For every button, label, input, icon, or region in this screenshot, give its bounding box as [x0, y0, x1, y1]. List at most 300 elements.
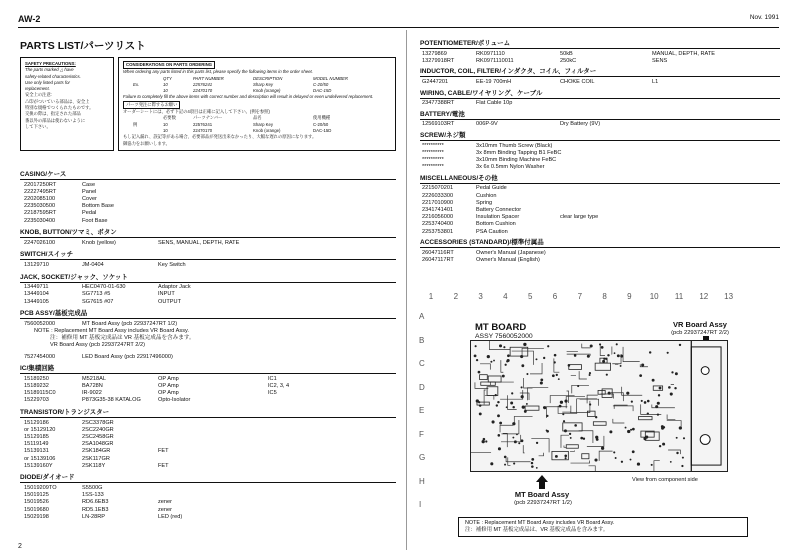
- part-description: 50kB: [560, 50, 573, 57]
- part-name: 2SC2458GR: [82, 433, 114, 440]
- part-description: [560, 100, 652, 107]
- part-number: 15119149: [24, 441, 49, 448]
- part-name: LN-28RP: [82, 513, 106, 520]
- part-number: 2341741401: [422, 206, 454, 213]
- part-number: 13449105: [24, 298, 49, 305]
- parts-row: [20, 291, 396, 298]
- section-heading: KNOB, BUTTON/ツマミ、ボタン: [20, 227, 396, 238]
- ordering-example-row: Ex. 10 22576241 Sharp Key C-20/50: [133, 81, 329, 87]
- part-name: RD6.6EB3: [82, 499, 109, 506]
- part-name: 3x10mm Thumb Screw (Black): [476, 142, 553, 149]
- part-description: [560, 229, 652, 236]
- part-description: [158, 203, 268, 210]
- parts-row: [20, 376, 396, 383]
- part-description: zener: [158, 499, 172, 506]
- part-description: [158, 210, 268, 217]
- part-description: 250kC: [560, 57, 577, 64]
- ordering-title: CONSIDERATIONS ON PARTS ORDERING: [123, 61, 215, 69]
- part-name: Battery Connector: [476, 206, 522, 213]
- part-remark: [652, 121, 780, 128]
- part-remark: [652, 100, 780, 107]
- mt-board-assy-label: MT Board Assy: [514, 490, 570, 499]
- safety-jp-line: して下さい。: [25, 123, 51, 129]
- safety-jp-line: 交換の際は、指定された部品: [25, 111, 81, 117]
- parts-row: [20, 262, 396, 269]
- part-description: [158, 420, 268, 427]
- part-description: [158, 218, 268, 225]
- grid-column-label: 7: [577, 292, 583, 301]
- part-number: 2226033300: [422, 192, 454, 199]
- replacement-note-box: [458, 517, 748, 537]
- part-number: 15129186: [24, 419, 49, 426]
- ordering-jp-footer: 御協力をお願いします。: [123, 140, 170, 146]
- part-name: EE-19 700mH: [476, 78, 512, 85]
- parts-row: [20, 427, 396, 434]
- part-description: [158, 434, 268, 441]
- part-remark: [652, 207, 780, 214]
- part-name: Insulation Spacer: [476, 214, 520, 221]
- parts-row: [420, 157, 780, 164]
- section-heading: INDUCTOR, COIL, FILTER/インダクタ、コイル、フィルター: [420, 66, 780, 77]
- part-number: **********: [422, 164, 444, 171]
- part-description: [158, 354, 268, 361]
- section-heading: SCREW/ネジ類: [420, 130, 780, 141]
- part-name: 006P-9V: [476, 121, 498, 128]
- part-name: 2SK117GR: [82, 455, 110, 462]
- parts-row: [20, 240, 396, 247]
- parts-row: [420, 257, 780, 264]
- parts-row: [420, 143, 780, 150]
- mt-board-title: MT BOARD: [475, 322, 527, 333]
- part-number: 13449104: [24, 291, 49, 298]
- part-remark: [268, 507, 396, 514]
- part-description: [158, 182, 268, 189]
- part-description: [560, 164, 652, 171]
- replacement-note-jp: 注：補修用 MT 基板完成品は、VR 基板完成品を含みます。: [465, 527, 609, 534]
- parts-row: [420, 164, 780, 171]
- part-name: Owner's Manual (English): [476, 256, 540, 263]
- parts-row: [420, 185, 780, 192]
- part-description: [560, 193, 652, 200]
- part-remark: [652, 193, 780, 200]
- ordering-jp-row: 10 22470170 Knob (orange) DAC-15D: [163, 127, 332, 133]
- part-description: Dry Battery (9V): [560, 121, 601, 128]
- part-remark: [268, 182, 396, 189]
- part-remark: [652, 229, 780, 236]
- parts-section: [20, 169, 396, 225]
- parts-section: [420, 237, 780, 264]
- safety-precautions-box: [20, 57, 114, 151]
- part-description: [158, 441, 268, 448]
- part-description: Key Switch: [158, 261, 186, 268]
- up-arrow-icon: [536, 475, 548, 489]
- parts-row: [20, 514, 396, 521]
- part-description: [158, 456, 268, 463]
- part-remark: [268, 240, 396, 247]
- part-name: LED Board Assy (pcb 22917496000): [82, 353, 173, 360]
- part-remark: [652, 250, 780, 257]
- part-number: 15189115C0: [24, 390, 56, 397]
- part-remark: [268, 434, 396, 441]
- part-number: 2253740400: [422, 221, 454, 228]
- parts-row: [20, 420, 396, 427]
- part-name: P873G35-38 KATALOG: [82, 397, 141, 404]
- part-remark: [652, 150, 780, 157]
- part-number: 7560052000: [24, 320, 56, 327]
- parts-row: [20, 196, 396, 203]
- page-number: 2: [18, 543, 22, 550]
- part-number: 23477388RT: [422, 100, 455, 107]
- ordering-header: QTY PART NUMBER DESCRIPTION MODEL NUMBER: [163, 75, 349, 81]
- part-name: 3x 6x 0.5mm Nylon Washer: [476, 164, 545, 171]
- part-name: BA728N: [82, 382, 103, 389]
- parts-section: [20, 363, 396, 404]
- parts-row: [420, 221, 780, 228]
- parts-row: [20, 321, 396, 328]
- part-description: clear large type: [560, 214, 599, 221]
- part-description: [158, 189, 268, 196]
- part-description: [560, 200, 652, 207]
- part-remark: IC2, 3, 4: [268, 382, 290, 389]
- part-number: 15229703: [24, 397, 49, 404]
- parts-row: [20, 434, 396, 441]
- part-name: Pedal Guide: [476, 185, 507, 192]
- ordering-jp-footer: もし記入漏れ、誤記等がある場合、必要部品が発送出来なかったり、大幅な遅れの原因になります。: [123, 134, 317, 140]
- section-heading: WIRING, CABLE/ワイヤリング、ケーブル: [420, 88, 780, 99]
- parts-row: [20, 485, 396, 492]
- part-number: **********: [422, 156, 444, 163]
- parts-ordering-box: [118, 57, 396, 151]
- grid-column-label: 4: [503, 292, 508, 301]
- part-remark: [268, 397, 396, 404]
- part-remark: [652, 157, 780, 164]
- part-number: 15019125: [24, 492, 49, 499]
- issue-date: Nov. 1991: [749, 14, 779, 21]
- part-description: [158, 427, 268, 434]
- grid-row-label: F: [419, 429, 424, 439]
- parts-row: [20, 390, 396, 397]
- parts-section: [20, 407, 396, 470]
- part-remark: [268, 514, 396, 521]
- part-name: Owner's Manual (Japanese): [476, 249, 546, 256]
- part-name: 1SS-133: [82, 492, 104, 499]
- parts-row: [20, 354, 396, 361]
- grid-row-label: I: [419, 500, 422, 509]
- part-remark: [268, 485, 396, 492]
- grid-column-label: 6: [552, 292, 558, 301]
- part-remark: [268, 210, 396, 217]
- part-number: 13129710: [24, 261, 49, 268]
- parts-row: [420, 58, 780, 65]
- part-description: [560, 257, 652, 264]
- parts-row: [20, 499, 396, 506]
- part-name: Cover: [82, 195, 97, 202]
- grid-row-label: G: [419, 453, 426, 462]
- part-name: Cushion: [476, 192, 497, 199]
- part-remark: [652, 214, 780, 221]
- replacement-note-en: NOTE : Replacement MT Board Assy includes VR Board Assy.: [465, 520, 615, 526]
- parts-row: [20, 182, 396, 189]
- part-remark: [268, 284, 396, 291]
- parts-row: [20, 189, 396, 196]
- part-remark: [652, 200, 780, 207]
- part-description: Adaptor Jack: [158, 284, 191, 291]
- parts-section: [20, 227, 396, 247]
- part-remark: [268, 218, 396, 225]
- part-number: 2247026100: [24, 239, 56, 246]
- safety-line: The parts marked △ have: [25, 67, 74, 73]
- part-number: **********: [422, 149, 444, 156]
- safety-jp-line: 特別な規格でつくられたものです。: [25, 105, 94, 111]
- view-from-note: View from component side: [632, 477, 698, 483]
- part-number: **********: [422, 142, 444, 149]
- parts-section: [420, 66, 780, 86]
- ordering-jp-title: パーツ発注に際するお願い: [123, 101, 180, 109]
- part-description: [560, 143, 652, 150]
- part-remark: [268, 463, 396, 470]
- parts-section: [420, 88, 780, 108]
- part-number: or 15139106: [24, 455, 56, 462]
- parts-section: [20, 249, 396, 269]
- parts-row: [20, 218, 396, 225]
- grid-column-label: 13: [724, 292, 734, 301]
- part-remark: IC1: [268, 375, 277, 382]
- parts-row: [20, 383, 396, 390]
- part-number: 13279918RT: [422, 57, 455, 64]
- parts-section: [420, 130, 780, 171]
- part-remark: [268, 321, 396, 328]
- part-name: PSA Caution: [476, 228, 508, 235]
- section-heading: SWITCH/スイッチ: [20, 249, 396, 260]
- part-name: M5218AL: [82, 375, 106, 382]
- ordering-intro: When ordering any parts listed in this parts list, please specify the following items in the order sheet.: [123, 69, 313, 75]
- grid-row-label: D: [419, 382, 425, 392]
- part-remark: [268, 499, 396, 506]
- parts-row: [20, 397, 396, 404]
- part-remark: [268, 492, 396, 499]
- part-number: or 15129120: [24, 426, 56, 433]
- section-heading: DIODE/ダイオード: [20, 472, 396, 483]
- safety-jp-title: 安全上の注意：: [25, 92, 56, 98]
- part-description: [158, 196, 268, 203]
- part-remark: [268, 448, 396, 455]
- safety-line: Use only listed parts for: [25, 79, 70, 85]
- part-number: 22187595RT: [24, 210, 57, 217]
- pcb-note: VR Board Assy (pcb 22937247RT 2/2): [50, 342, 145, 349]
- parts-section: [20, 308, 396, 361]
- part-name: 3x 8mm Binding Tapping B1 FeBC: [476, 149, 562, 156]
- part-number: 13449711: [24, 284, 49, 291]
- part-description: [560, 185, 652, 192]
- part-number: 2253753801: [422, 228, 454, 235]
- part-number: 2217010900: [422, 199, 454, 206]
- ordering-jp-row: 例 10 22576241 Sharp Key C-20/50: [133, 121, 329, 127]
- grid-column-label: 8: [602, 292, 607, 301]
- section-heading: TRANSISTOR/トランジスター: [20, 407, 396, 418]
- parts-row: [420, 214, 780, 221]
- parts-row: [420, 100, 780, 107]
- part-name: JM-0404: [82, 261, 104, 268]
- part-remark: [268, 196, 396, 203]
- page-gutter: [406, 30, 407, 550]
- part-remark: IC5: [268, 390, 277, 397]
- part-number: 15019209TO: [24, 484, 57, 491]
- part-name: 2SK184GR: [82, 448, 111, 455]
- part-name: 3x10mm Binding Machine FeBC: [476, 156, 557, 163]
- grid-column-label: 2: [453, 292, 459, 301]
- vr-board-pcb-label: (pcb 22937247RT 2/2): [671, 330, 729, 336]
- safety-jp-line: △印がついている部品は、安全上: [25, 98, 90, 104]
- part-number: 7527454000: [24, 353, 56, 360]
- part-remark: [652, 185, 780, 192]
- part-name: Flat Cable 10p: [476, 100, 513, 107]
- parts-row: [420, 193, 780, 200]
- grid-column-label: 5: [527, 292, 533, 301]
- part-name: SG7713 #5: [82, 291, 111, 298]
- part-number: 2215070201: [422, 185, 454, 192]
- part-name: RD5.1EB3: [82, 506, 109, 513]
- part-description: OP Amp: [158, 390, 179, 397]
- part-description: [560, 250, 652, 257]
- grid-row-label: A: [419, 312, 425, 321]
- part-description: [560, 150, 652, 157]
- part-number: 2235030500: [24, 203, 56, 210]
- part-number: 15139131: [24, 448, 49, 455]
- grid-row-label: H: [419, 476, 425, 486]
- part-remark: [268, 262, 396, 269]
- part-number: 15019526: [24, 499, 49, 506]
- part-number: 12569103RT: [422, 121, 455, 128]
- part-remark: [652, 221, 780, 228]
- part-name: 2SC3378GR: [82, 419, 114, 426]
- part-name: S5500G: [82, 484, 103, 491]
- page-title: PARTS LIST/パーツリスト: [20, 40, 146, 52]
- part-number: 2216056000: [422, 214, 454, 221]
- part-number: 26047117RT: [422, 256, 454, 263]
- parts-row: [420, 51, 780, 58]
- vr-board-label: VR Board Assy: [673, 320, 727, 329]
- safety-title: SAFETY PRECAUTIONS:: [25, 61, 76, 66]
- part-description: CHOKE COIL: [560, 78, 595, 85]
- mt-board-assy-number: ASSY 7560052000: [475, 333, 533, 340]
- part-description: [560, 207, 652, 214]
- part-name: HEC0470-01-630: [82, 284, 126, 291]
- grid-column-label: 11: [674, 292, 684, 301]
- part-remark: [268, 189, 396, 196]
- part-number: 15139160Y: [24, 462, 53, 469]
- part-name: Panel: [82, 188, 97, 195]
- part-description: [158, 492, 268, 499]
- parts-section: [420, 109, 780, 129]
- parts-row: [20, 507, 396, 514]
- part-description: INPUT: [158, 291, 175, 298]
- part-remark: [652, 143, 780, 150]
- parts-section: [420, 38, 780, 65]
- part-number: 26047116RT: [422, 249, 454, 256]
- part-name: 2SK118Y: [82, 462, 106, 469]
- part-description: SENS, MANUAL, DEPTH, RATE: [158, 239, 240, 246]
- parts-row: [20, 448, 396, 455]
- parts-row: [20, 299, 396, 306]
- pcb-drawing: [471, 341, 727, 471]
- section-heading: MISCELLANEOUS/その他: [420, 173, 780, 184]
- section-heading: IC/集積回路: [20, 363, 396, 374]
- parts-row: [420, 250, 780, 257]
- mt-board-diagram: [470, 340, 728, 472]
- header-rule: [18, 27, 779, 28]
- part-name: SG7615 #07: [82, 298, 114, 305]
- safety-jp-line: 番以外の部品は使わないように: [25, 117, 86, 123]
- parts-section: [20, 472, 396, 521]
- part-number: 22227495RT: [24, 188, 57, 195]
- part-remark: [268, 427, 396, 434]
- part-name: Bottom Cushion: [476, 221, 516, 228]
- grid-column-label: 10: [649, 292, 659, 301]
- part-description: [560, 157, 652, 164]
- part-remark: [268, 456, 396, 463]
- part-number: G2447201: [422, 78, 449, 85]
- part-name: 2SC2240GR: [82, 426, 114, 433]
- parts-row: [420, 79, 780, 86]
- part-name: IR-9022: [82, 390, 102, 397]
- part-number: 15029198: [24, 513, 49, 520]
- section-heading: POTENTIOMETER/ボリューム: [420, 38, 780, 49]
- grid-column-label: 9: [627, 292, 632, 301]
- part-remark: [652, 257, 780, 264]
- part-description: [560, 221, 652, 228]
- section-heading: CASING/ケース: [20, 169, 396, 180]
- part-description: FET: [158, 448, 169, 455]
- part-remark: SENS: [652, 57, 668, 64]
- part-description: OP Amp: [158, 375, 179, 382]
- grid-column-label: 12: [699, 292, 709, 301]
- part-remark: [268, 420, 396, 427]
- part-name: Spring: [476, 199, 493, 206]
- parts-section: [420, 173, 780, 236]
- parts-row: [20, 463, 396, 470]
- part-description: OUTPUT: [158, 298, 181, 305]
- part-remark: MANUAL, DEPTH, RATE: [652, 50, 715, 57]
- ordering-jp-header: 必要数 パーツナンバー 品名 使用機種: [163, 115, 331, 121]
- part-name: Pedal: [82, 210, 97, 217]
- part-number: 15019680: [24, 506, 49, 513]
- part-number: 22017250RT: [24, 181, 57, 188]
- part-name: Foot Base: [82, 217, 108, 224]
- part-number: 15189250: [24, 375, 49, 382]
- pcb-note: 注：補修用 MT 基板完成品は VR 基板完成品を含みます。: [50, 335, 195, 342]
- parts-row: [20, 210, 396, 217]
- part-remark: [268, 291, 396, 298]
- part-remark: [268, 441, 396, 448]
- parts-row: [420, 200, 780, 207]
- pcb-note: NOTE : Replacement MT Board Assy includes VR Board Assy.: [34, 327, 189, 334]
- part-number: 2235030400: [24, 217, 56, 224]
- parts-row: [420, 150, 780, 157]
- part-description: Opto-Isolator: [158, 397, 191, 404]
- ordering-example-row: 10 22470170 Knob (orange) DAC-15D: [163, 88, 332, 94]
- grid-row-label: C: [419, 359, 425, 368]
- model-name: AW-2: [18, 14, 41, 24]
- part-remark: [268, 299, 396, 306]
- part-description: FET: [158, 462, 169, 469]
- part-description: zener: [158, 506, 172, 513]
- parts-row: [420, 207, 780, 214]
- part-name: RK0971110011: [476, 57, 514, 64]
- part-number: 13279869: [422, 50, 447, 57]
- part-remark: L1: [652, 78, 659, 85]
- grid-column-label: 3: [478, 292, 483, 301]
- section-heading: BATTERY/電池: [420, 109, 780, 120]
